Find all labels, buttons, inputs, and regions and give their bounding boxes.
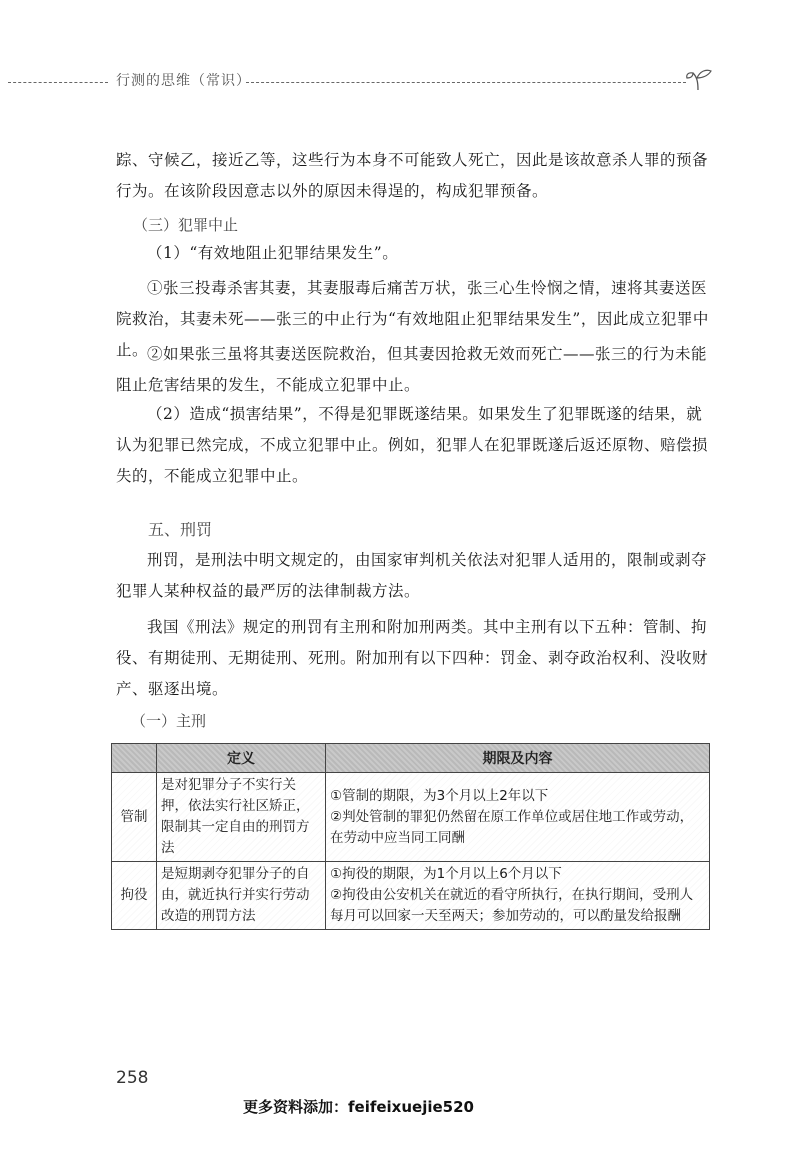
table-header-row	[112, 744, 710, 773]
row-content-line: ①管制的期限，为3个月以上2年以下	[330, 787, 549, 804]
table-header-definition: 定义	[157, 744, 326, 773]
paragraph-4: ②如果张三虽将其妻送医院救治，但其妻因抢救无效而死亡——张三的行为未能阻止危害结果的发生，不能成立犯罪中止。	[116, 345, 708, 394]
heading-punishment: 五、刑罚	[148, 520, 213, 539]
row-content-line: ①拘役的期限，为1个月以上6个月以下	[330, 866, 562, 882]
punishment-table	[111, 743, 710, 930]
row-definition: 是短期剥夺犯罪分子的自由，就近执行并实行劳动改造的刑罚方法	[157, 862, 326, 930]
paragraph-1: 踪、守候乙，接近乙等，这些行为本身不可能致人死亡，因此是该故意杀人罪的预备行为。在该阶段因意志以外的原因未得逞的，构成犯罪预备。	[116, 151, 709, 200]
table-header-corner	[112, 744, 157, 773]
row-definition: 是对犯罪分子不实行关押，依法实行社区矫正，限制其一定自由的刑罚方法	[157, 773, 326, 862]
sprout-icon	[684, 66, 716, 92]
paragraph-7: 我国《刑法》规定的刑罚有主刑和附加刑两类。其中主刑有以下五种：管制、拘役、有期徒刑、无期徒刑、死刑。附加刑有以下四种：罚金、剥夺政治权利、没收财产、驱逐出境。	[116, 618, 709, 698]
running-head	[0, 66, 800, 96]
footer-note: 更多资料添加：feifeixuejie520	[243, 1098, 474, 1116]
paragraph-5: （2）造成“损害结果”，不得是犯罪既遂结果。如果发生了犯罪既遂的结果，就认为犯罪已然完成，不成立犯罪中止。例如，犯罪人在犯罪既遂后返还原物、赔偿损失的，不能成立犯罪中止。	[116, 405, 709, 485]
page-number: 258	[116, 1068, 149, 1088]
heading-section-3: （三）犯罪中止	[133, 216, 239, 234]
running-head-rule-left	[8, 82, 108, 83]
table-row	[112, 862, 710, 930]
row-name: 拘役	[112, 862, 157, 930]
row-content-line: ②判处管制的罪犯仍然留在原工作单位或居住地工作或劳动，在劳动中应当同工同酬	[330, 808, 694, 846]
row-name: 管制	[112, 773, 157, 862]
row-content-line: ②拘役由公安机关在就近的看守所执行，在执行期间，受刑人每月可以回家一天至两天；参加劳动的，可以酌量发给报酬	[330, 887, 694, 924]
running-head-title: 行测的思维（常识）	[116, 73, 251, 89]
table-row	[112, 773, 710, 862]
heading-principal-punishment: （一）主刑	[131, 712, 207, 730]
paragraph-2: （1）“有效地阻止犯罪结果发生”。	[147, 244, 399, 262]
paragraph-6: 刑罚，是刑法中明文规定的，由国家审判机关依法对犯罪人适用的，限制或剥夺犯罪人某种权益的最严厉的法律制裁方法。	[116, 551, 708, 600]
row-content	[326, 862, 710, 930]
row-content	[326, 773, 710, 862]
table-header-content: 期限及内容	[326, 744, 710, 773]
paragraph-3: ①张三投毒杀害其妻，其妻服毒后痛苦万状，张三心生怜悯之情，速将其妻送医院救治，其妻未死——张三的中止行为“有效地阻止犯罪结果发生”，因此成立犯罪中止。	[116, 279, 709, 359]
running-head-rule-right	[246, 82, 686, 83]
